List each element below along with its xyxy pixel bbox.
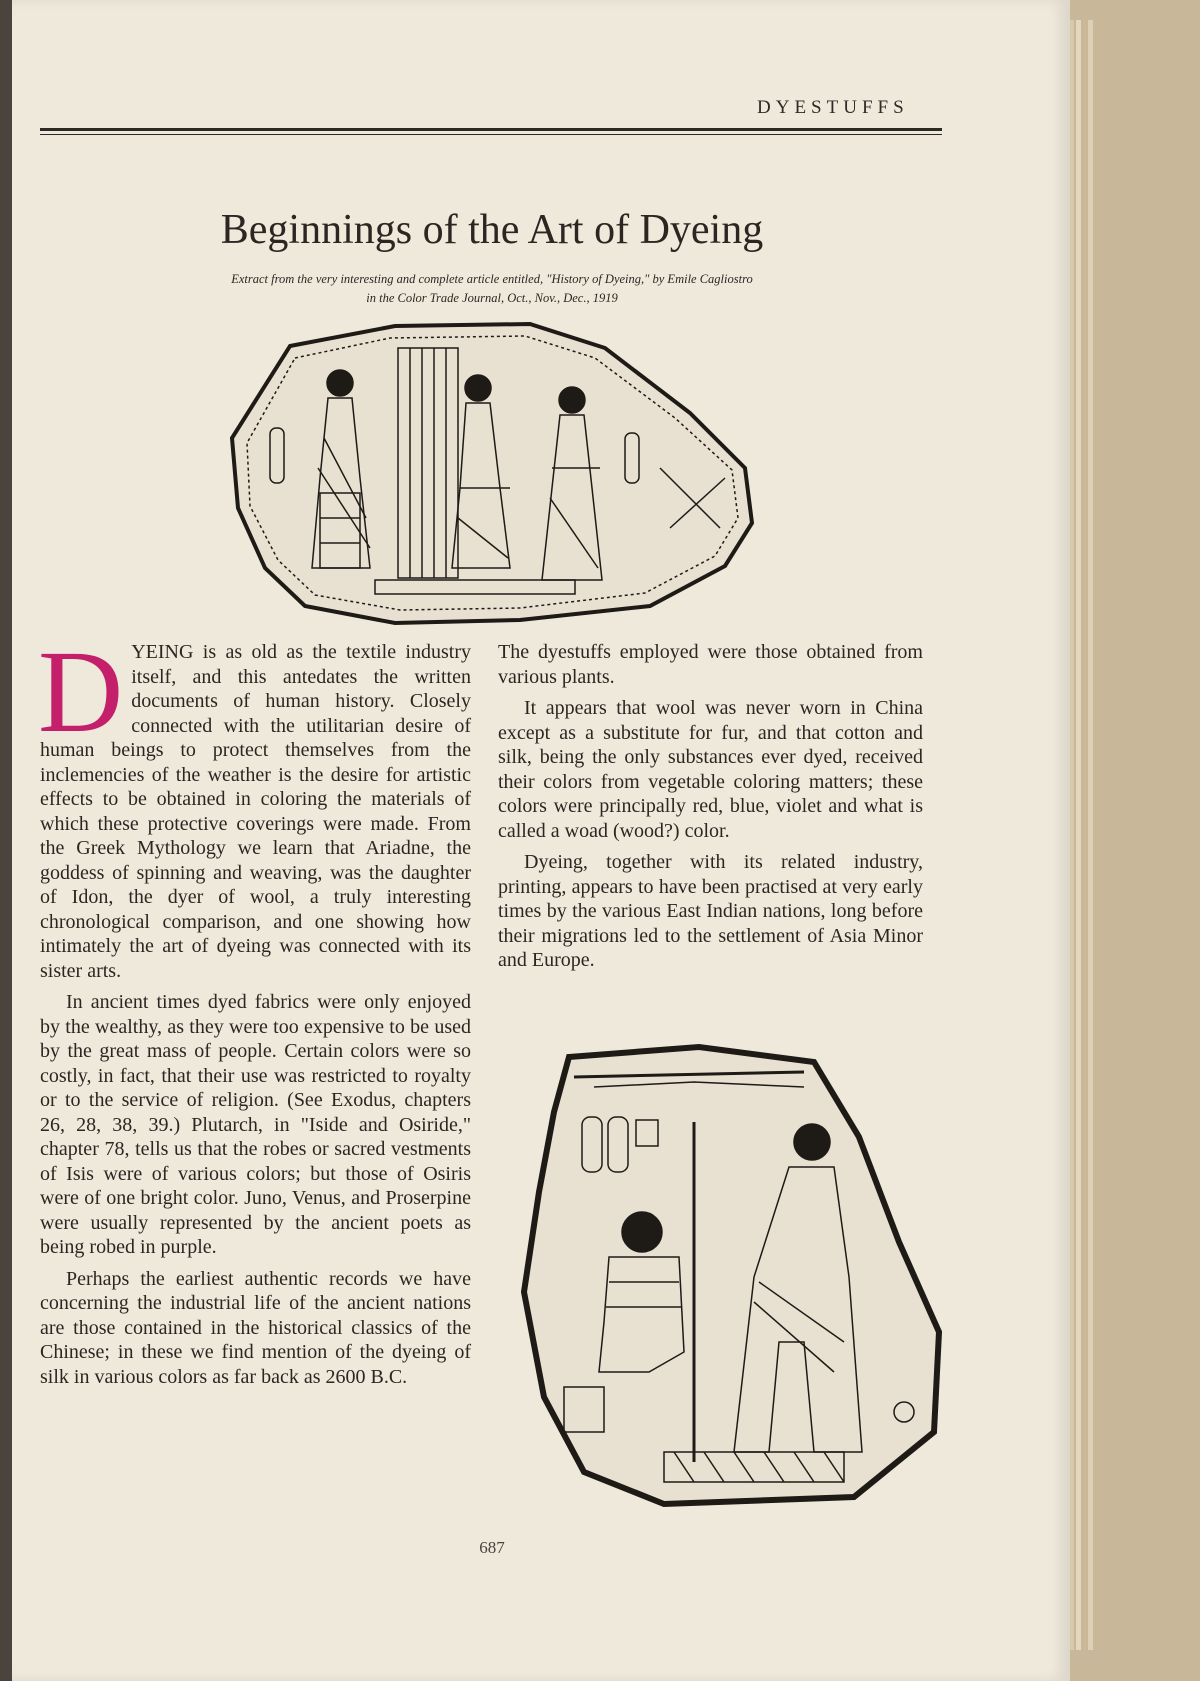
subtitle-line-2: in the Color Trade Journal, Oct., Nov., Dec., 1919 [366,291,618,305]
left-column [38,626,471,1396]
paragraph [38,626,471,983]
paragraph: In ancient times dyed fabrics were only enjoyed by the wealthy, as they were too expensive to be used by the great mass of people. Certain colors were so costly, in fact, that their use was restricted to royalty or to the service of religion. (See Exodus, chapters 26, 28, 38, 39.) Plutarch, in "Iside and Osiride," chapter 78, tells us that the robes or sacred vestments of Isis were of various colors; but those of Osiris were of one bright color. Juno, Venus, and Proserpine were usually represented by the ancient poets as being robed in purple. [40,991,471,1258]
paragraph-text: YEING is as old as the textile industry itself, and this antedates the written documents of human history. Closely connected with the utilitarian desire of human beings to protect themselves from the inclemencies of the weather is the desire for artistic effects to be obtained in coloring the materials of which these protective coverings were made. From the Greek Mythology we learn that Ariadne, the goddess of spinning and weaving, was the daughter of Idon, the dyer of wool, a truly interesting chronological comparison, and one showing how intimately the art of dyeing was connected with its sister arts. [40,641,471,982]
running-head: DYESTUFFS [757,97,909,118]
paragraph: The dyestuffs employed were those obtained from various plants. [498,641,923,688]
header-rule [40,128,942,131]
article-title: Beginnings of the Art of Dyeing [220,207,764,253]
paragraph: Perhaps the earliest authentic records we have concerning the industrial life of the ancient nations are those contained in the historical classics of the Chinese; in these we find mention of the dyeing of silk in various colors as far back as 2600 B.C. [40,1267,471,1388]
drop-cap: D [38,626,124,757]
subtitle-line-1: Extract from the very interesting and complete article entitled, "History of Dyeing," by Emile Cagliostro [231,272,753,286]
right-column [498,640,923,980]
paragraph: Dyeing, together with its related industry, printing, appears to have been practised at very early times by the various East Indian nations, long before their migrations led to the settlement of Asia Minor and Europe. [498,851,923,971]
book-page [12,0,1070,1681]
egyptian-relief-figures-image [514,1042,954,1512]
page-number: 687 [479,1538,505,1557]
egyptian-relief-dyeing-scene-image [220,318,760,628]
header-rule-thin [40,134,942,135]
article-subtitle [132,270,852,308]
page-edges [1062,0,1200,1681]
paragraph: It appears that wool was never worn in China except as a substitute for fur, and that cotton and silk, being the only substances ever dyed, received their colors from vegetable coloring matters; these colors were principally red, blue, violet and what is called a woad (wood?) color. [498,697,923,842]
